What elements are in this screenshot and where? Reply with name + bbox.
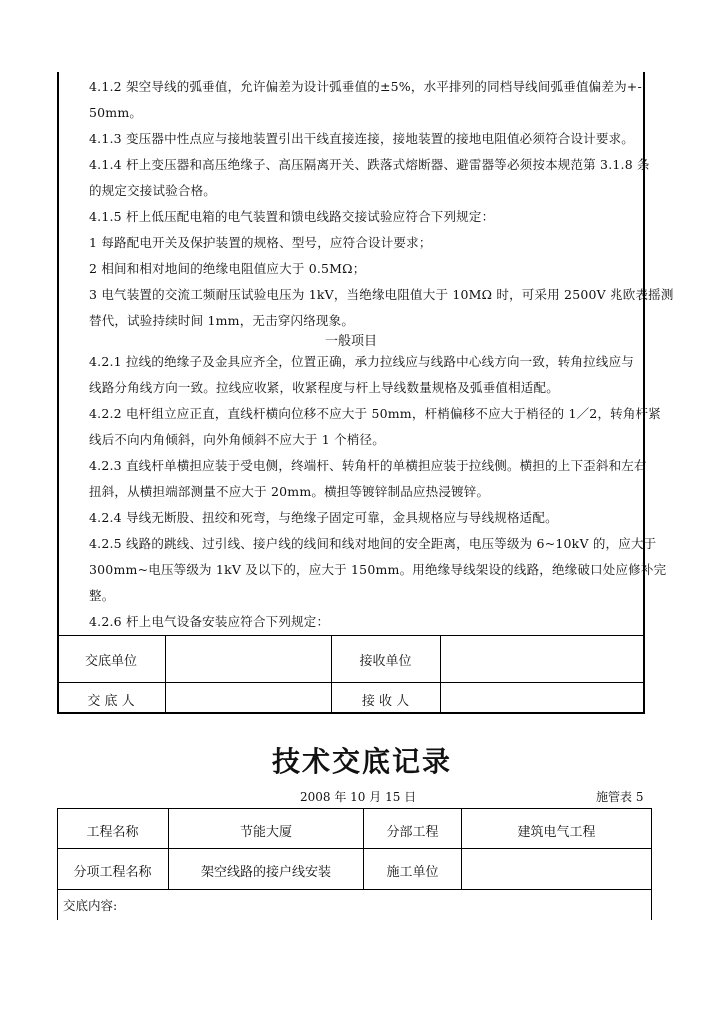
- para-line: 300mm~电压等级为 1kV 及以下的，应大于 150mm。用绝缘导线架设的线路，绝缘破口处应修补完: [89, 562, 667, 577]
- content-label: 交底内容:: [63, 898, 118, 913]
- para-line: 4.2.5 线路的跳线、过引线、接户线的线间和线对地间的安全距离，电压等级为 6~10kV 的，应大于: [89, 536, 657, 551]
- handover-unit-label: 交底单位: [84, 654, 137, 669]
- division-value: 建筑电气工程: [517, 825, 596, 840]
- para-line: 4.2.6 杆上电气设备安装应符合下列规定：: [89, 614, 330, 629]
- project-name-label: 工程名称: [86, 825, 139, 840]
- sub-project-value: 架空线路的接户线安装: [200, 865, 331, 880]
- table-rule: [57, 635, 645, 636]
- para-line: 1 每路配电开关及保护装置的规格、型号，应符合设计要求；: [89, 235, 432, 250]
- project-name-value: 节能大厦: [239, 825, 292, 840]
- division-label: 分部工程: [386, 825, 439, 840]
- table-rule: [440, 635, 441, 714]
- section-title: 一般项目: [324, 334, 377, 349]
- para-line: 4.1.4 杆上变压器和高压绝缘子、高压隔离开关、跌落式熔断器、避雷器等必须按本规范第 3.1.8 条: [89, 157, 650, 172]
- para-line: 4.2.4 导线无断股、扭绞和死弯，与绝缘子固定可靠，金具规格应与导线规格适配。: [89, 510, 558, 525]
- table-rule: [165, 635, 166, 714]
- sub-project-label: 分项工程名称: [73, 865, 152, 880]
- para-line: 替代，试验持续时间 1mm，无击穿闪络现象。: [89, 313, 355, 328]
- para-line: 线后不向内角倾斜，向外角倾斜不应大于 1 个梢径。: [89, 432, 385, 447]
- table-rule: [57, 889, 652, 890]
- form-number: 施管表 5: [596, 790, 644, 804]
- para-line: 3 电气装置的交流工频耐压试验电压为 1kV，当绝缘电阻值大于 10MΩ 时，可采用 2500V 兆欧表摇测: [89, 287, 674, 302]
- para-line: 4.1.2 架空导线的弧垂值，允许偏差为设计弧垂值的±5%，水平排列的同档导线间弧垂值偏差为+-: [89, 79, 642, 94]
- handover-person-label: 交 底 人: [87, 694, 135, 709]
- construction-unit-label: 施工单位: [386, 865, 439, 880]
- requirements-block: [89, 74, 674, 334]
- para-line: 4.1.5 杆上低压配电箱的电气装置和馈电线路交接试验应符合下列规定：: [89, 209, 495, 224]
- record-date: 2008 年 10 月 15 日: [300, 790, 417, 804]
- para-line: 扭斜，从横担端部测量不应大于 20mm。横担等镀锌制品应热浸镀锌。: [89, 484, 490, 499]
- receiving-unit-label: 接收单位: [359, 654, 412, 669]
- para-line: 2 相间和相对地间的绝缘电阻值应大于 0.5MΩ；: [89, 261, 366, 276]
- general-items-block: [89, 349, 667, 635]
- receiver-person-label: 接 收 人: [361, 694, 410, 709]
- para-line: 4.2.3 直线杆单横担应装于受电侧，终端杆、转角杆的单横担应装于拉线侧。横担的上下歪斜和左右: [89, 458, 647, 473]
- para-line: 50mm。: [89, 105, 143, 120]
- table-rule: [57, 808, 652, 809]
- table-rule: [651, 808, 652, 920]
- para-line: 4.1.3 变压器中性点应与接地装置引出干线直接连接，接地装置的接地电阻值必须符合设计要求。: [89, 131, 634, 146]
- record-title: 技术交底记录: [271, 745, 452, 778]
- para-line: 4.2.1 拉线的绝缘子及金具应齐全，位置正确，承力拉线应与线路中心线方向一致，转角拉线应与: [89, 354, 634, 369]
- para-line: 4.2.2 电杆组立应正直，直线杆横向位移不应大于 50mm，杆梢偏移不应大于梢径的 1／2，转角杆紧: [89, 406, 661, 421]
- table-rule: [57, 682, 645, 683]
- para-line: 线路分角线方向一致。拉线应收紧，收紧程度与杆上导线数量规格及弧垂值相适配。: [89, 380, 559, 395]
- para-line: 的规定交接试验合格。: [89, 183, 217, 198]
- table-rule: [57, 848, 652, 849]
- para-line: 整。: [89, 588, 115, 603]
